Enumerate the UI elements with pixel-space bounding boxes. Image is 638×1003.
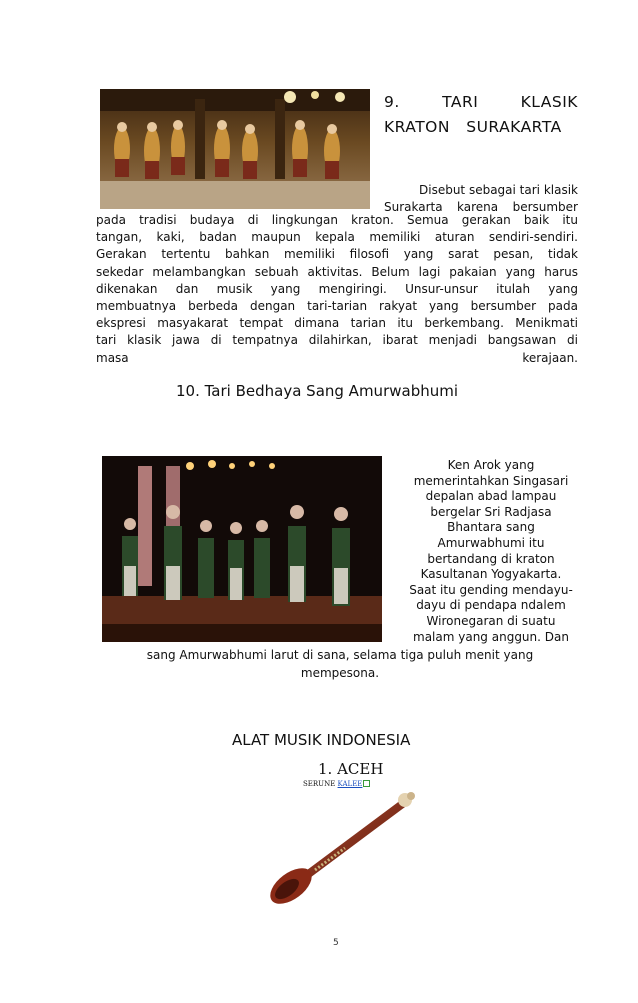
title-word: KRATON xyxy=(384,118,450,136)
side-line: Saat itu gending mendayu- xyxy=(409,582,573,597)
title-word: SURAKARTA xyxy=(466,118,562,136)
end-line: mempesona. xyxy=(300,666,380,680)
side-line: Kasultanan Yogyakarta. xyxy=(420,567,562,582)
side-line: Bhantara sang xyxy=(447,520,535,535)
body-line: ekspresi masyakarat tempat dimana tarian itu berkembang. Menikmati xyxy=(96,316,578,331)
side-line: depalan abad lampau xyxy=(425,489,557,504)
section-9-title xyxy=(384,90,578,140)
section-9-title-line-1 xyxy=(384,90,578,115)
intro-line: Disebut sebagai tari klasik xyxy=(419,183,578,197)
end-line: sang Amurwabhumi larut di sana, selama tiga puluh menit yang xyxy=(146,648,534,662)
side-line: Amurwabhumi itu xyxy=(437,535,545,550)
body-line: masa kerajaan. xyxy=(96,350,578,365)
aceh-subheading: 1. ACEH xyxy=(318,760,384,778)
section-10-title: 10. Tari Bedhaya Sang Amurwabhumi xyxy=(176,382,459,400)
tari-klasik-kraton-photo xyxy=(100,89,370,209)
side-line: memerintahkan Singasari xyxy=(413,473,569,488)
body-line: tari klasik jawa di tempatnya dilahirkan, ibarat menjadi bangsawan di xyxy=(96,333,578,348)
tari-klasik-kraton-illustration xyxy=(100,89,370,209)
side-line: Ken Arok yang xyxy=(447,458,535,472)
body-line: pada tradisi budaya di lingkungan kraton. Semua gerakan baik itu xyxy=(96,213,578,227)
instrument-caption xyxy=(303,780,370,788)
body-line: membuatnya berbeda dengan tari-tarian rakyat yang bersumber pada xyxy=(96,299,578,314)
serune-kalee-illustration xyxy=(255,788,420,910)
side-line: dayu di pendapa ndalem xyxy=(416,598,566,613)
title-word: 9. xyxy=(384,93,400,111)
side-line: bertandang di kraton xyxy=(427,551,555,566)
side-line: malam yang anggun. Dan xyxy=(413,629,569,644)
alat-musik-heading: ALAT MUSIK INDONESIA xyxy=(232,731,411,749)
body-line: tangan, kaki, badan maupun kepala memiliki aturan sendiri-sendiri. xyxy=(96,230,578,245)
caption-text: SERUNE xyxy=(303,780,338,788)
section-10-side-text xyxy=(396,458,586,645)
bedhaya-illustration xyxy=(102,456,382,642)
title-word: KLASIK xyxy=(520,93,578,111)
body-line: Gerakan tertentu bahkan memiliki filosofi yang sarat pesan, tidak xyxy=(96,247,578,262)
external-link-icon[interactable] xyxy=(363,780,370,787)
section-9-body xyxy=(96,212,578,367)
body-line: dikenakan dan musik yang mengiringi. Unsur-unsur itulah yang xyxy=(96,281,578,296)
side-line: Wironegaran di suatu xyxy=(426,613,556,628)
page-number: 5 xyxy=(333,938,339,948)
serune-kalee-image xyxy=(255,788,420,910)
section-9-title-line-2 xyxy=(384,115,578,140)
bedhaya-photo xyxy=(102,456,382,642)
intro-line: Surakarta karena bersumber xyxy=(384,200,578,214)
section-9-intro xyxy=(384,182,578,216)
side-line: bergelar Sri Radjasa xyxy=(430,504,552,519)
title-word: TARI xyxy=(442,93,479,111)
section-10-end-text xyxy=(100,646,580,682)
kalee-link[interactable]: KALEE xyxy=(337,780,363,788)
body-line: sekedar melambangkan sebuah aktivitas. Belum lagi pakaian yang harus xyxy=(96,264,578,279)
